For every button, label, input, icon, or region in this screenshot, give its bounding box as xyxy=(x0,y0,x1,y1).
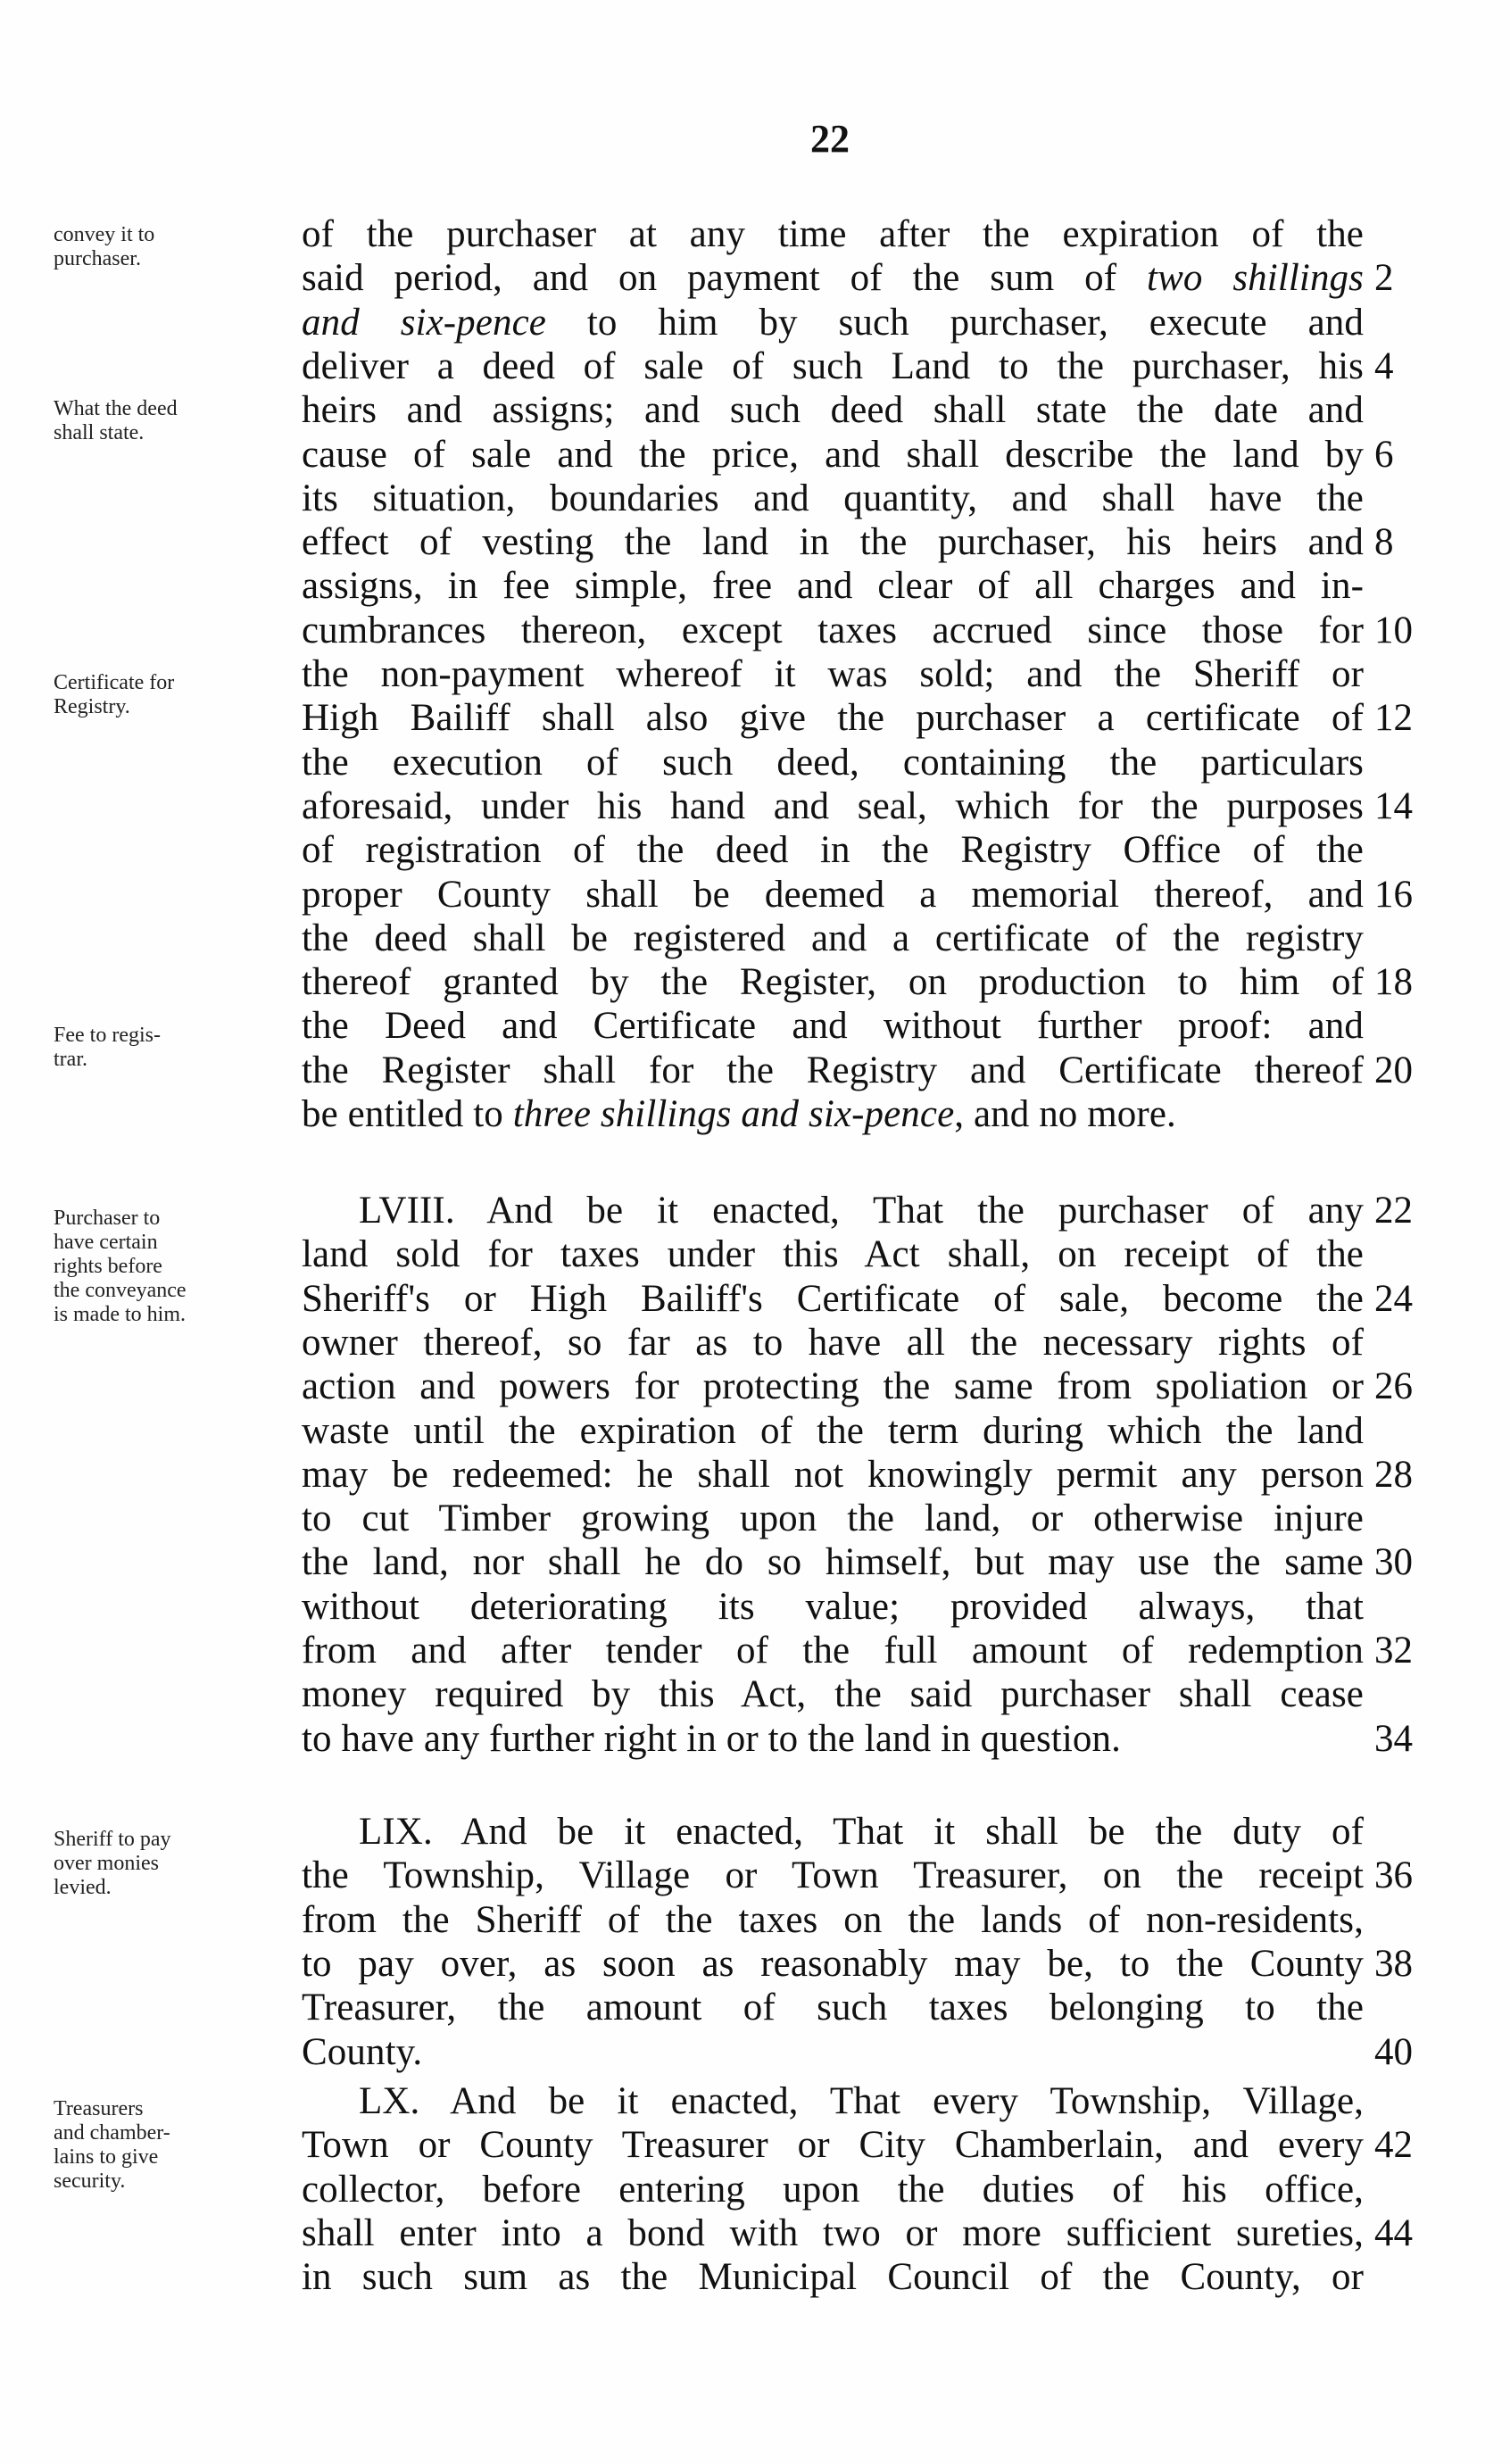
margin-note-line: have certain xyxy=(54,1231,158,1254)
line-text: its situation, boundaries and quantity, and shall have the xyxy=(302,477,1364,519)
line-number: 36 xyxy=(1374,1854,1413,1897)
line-text: heirs and assigns; and such deed shall state the date and xyxy=(302,389,1364,432)
margin-note-line: is made to him. xyxy=(54,1303,186,1326)
text-line xyxy=(302,301,1364,344)
text-line xyxy=(302,1986,1364,2029)
line-text: the Deed and Certificate and without further proof: and xyxy=(302,1005,1364,1048)
text-line xyxy=(302,212,1364,256)
line-text: LIX. And be it enacted, That it shall be the duty of xyxy=(359,1811,1364,1853)
line-text: of registration of the deed in the Registry Office of the xyxy=(302,829,1364,872)
margin-note-certificate xyxy=(54,671,286,719)
text-line xyxy=(302,1409,1364,1453)
text-line xyxy=(302,433,1364,477)
text-line xyxy=(302,2123,1364,2167)
line-number: 2 xyxy=(1374,257,1394,300)
text-line xyxy=(302,2211,1364,2255)
line-number: 20 xyxy=(1374,1049,1413,1091)
line-text: the deed shall be registered and a certificate of the registry xyxy=(302,917,1364,959)
margin-note-line: security. xyxy=(54,2169,126,2193)
line-text: County. xyxy=(302,2030,423,2073)
line-number: 32 xyxy=(1374,1630,1413,1672)
line-text: the execution of such deed, containing the particulars xyxy=(302,741,1364,784)
text-line xyxy=(302,1898,1364,1942)
margin-note-line: purchaser. xyxy=(54,247,141,270)
line-text: from the Sheriff of the taxes on the lands of non-residents, xyxy=(302,1898,1364,1941)
line-text: , and no more. xyxy=(954,1093,1176,1135)
line-number: 44 xyxy=(1374,2211,1413,2254)
text-line xyxy=(302,873,1364,917)
line-number: 14 xyxy=(1374,784,1413,827)
text-line xyxy=(302,564,1364,608)
line-text: to him by such purchaser, execute and xyxy=(545,301,1364,344)
line-text: may be redeemed: he shall not knowingly permit any person xyxy=(302,1453,1364,1496)
text-line xyxy=(302,1497,1364,1540)
line-text: the Register shall for the Registry and Certificate thereof xyxy=(302,1049,1364,1091)
margin-note-line: convey it to xyxy=(54,223,155,246)
text-line xyxy=(302,2030,1364,2074)
line-text: to cut Timber growing upon the land, or otherwise injure xyxy=(302,1497,1364,1540)
margin-note-line: rights before xyxy=(54,1255,162,1278)
line-number: 30 xyxy=(1374,1541,1413,1584)
line-text: to have any further right in or to the land in question. xyxy=(302,1717,1121,1760)
text-line xyxy=(302,1717,1364,1761)
margin-note-line: over monies xyxy=(54,1852,159,1875)
text-line xyxy=(302,1585,1364,1629)
line-number: 26 xyxy=(1374,1365,1413,1408)
text-line xyxy=(302,520,1364,564)
text-line xyxy=(302,1232,1364,1276)
line-text: the non-payment whereof it was sold; and the Sheriff or xyxy=(302,653,1364,695)
line-text: LVIII. And be it enacted, That the purchaser of any xyxy=(359,1190,1364,1232)
text-line xyxy=(302,1049,1364,1092)
line-text: proper County shall be deemed a memorial thereof, and xyxy=(302,873,1364,916)
text-line xyxy=(302,1321,1364,1365)
line-text: shall enter into a bond with two or more sufficient sureties, xyxy=(302,2211,1364,2254)
margin-note-line: lains to give xyxy=(54,2145,159,2169)
line-number: 10 xyxy=(1374,609,1413,651)
text-line xyxy=(302,784,1364,828)
line-text: cumbrances thereon, except taxes accrued since those for xyxy=(302,609,1364,651)
text-line xyxy=(302,1810,1364,1854)
text-line xyxy=(302,2079,1364,2123)
margin-note-line: Purchaser to xyxy=(54,1207,161,1230)
line-text: money required by this Act, the said purchaser shall cease xyxy=(302,1673,1364,1716)
text-line xyxy=(302,1453,1364,1497)
line-text: to pay over, as soon as reasonably may be, to the County xyxy=(302,1942,1364,1985)
text-line xyxy=(302,1189,1364,1232)
line-text: waste until the expiration of the term during which the land xyxy=(302,1409,1364,1452)
margin-note-line: Fee to regis- xyxy=(54,1024,161,1047)
margin-note-line: Sheriff to pay xyxy=(54,1828,171,1851)
margin-note-line: and chamber- xyxy=(54,2121,170,2145)
text-line xyxy=(302,2168,1364,2211)
margin-note-convey xyxy=(54,223,286,271)
margin-note-fee xyxy=(54,1024,286,1072)
line-text: without deteriorating its value; provided always, that xyxy=(302,1585,1364,1628)
text-line xyxy=(302,1942,1364,1986)
italic-text: two shillings xyxy=(1147,257,1364,300)
line-number: 42 xyxy=(1374,2124,1413,2167)
line-number: 6 xyxy=(1374,433,1394,476)
line-text: from and after tender of the full amount of redemption xyxy=(302,1630,1364,1672)
text-line xyxy=(302,609,1364,652)
line-text: Town or County Treasurer or City Chamberlain, and every xyxy=(302,2124,1364,2167)
line-text: said period, and on payment of the sum of xyxy=(302,257,1148,300)
line-number: 18 xyxy=(1374,961,1413,1004)
line-text: collector, before entering upon the duties of his office, xyxy=(302,2168,1364,2211)
text-line xyxy=(302,344,1364,388)
margin-note-line: trar. xyxy=(54,1048,87,1071)
line-text: LX. And be it enacted, That every Township, Village, xyxy=(359,2080,1364,2122)
text-line xyxy=(302,960,1364,1004)
text-line xyxy=(302,1629,1364,1672)
page-number: 22 xyxy=(810,117,850,161)
line-number: 28 xyxy=(1374,1453,1413,1496)
text-line xyxy=(302,1365,1364,1408)
line-text: in such sum as the Municipal Council of the County, or xyxy=(302,2256,1364,2299)
line-number: 16 xyxy=(1374,873,1413,916)
margin-note-line: Certificate for xyxy=(54,671,175,694)
line-number: 8 xyxy=(1374,521,1394,564)
line-number: 12 xyxy=(1374,697,1413,740)
text-line xyxy=(302,477,1364,520)
text-line xyxy=(302,1854,1364,1897)
line-text: land sold for taxes under this Act shall, on receipt of the xyxy=(302,1233,1364,1276)
line-number: 22 xyxy=(1374,1190,1413,1232)
text-line xyxy=(302,1277,1364,1321)
line-text: action and powers for protecting the same from spoliation or xyxy=(302,1365,1364,1408)
line-text: High Bailiff shall also give the purchaser a certificate of xyxy=(302,697,1364,740)
line-number: 40 xyxy=(1374,2030,1413,2073)
margin-note-sheriff-pay xyxy=(54,1828,286,1900)
text-line xyxy=(302,741,1364,784)
margin-note-line: shall state. xyxy=(54,421,145,444)
text-line xyxy=(302,1672,1364,1716)
line-text: the Township, Village or Town Treasurer, on the receipt xyxy=(302,1854,1364,1897)
text-line xyxy=(302,1092,1364,1136)
margin-note-purchaser-rights xyxy=(54,1207,286,1327)
margin-note-treasurers xyxy=(54,2097,286,2194)
line-number: 34 xyxy=(1374,1717,1413,1760)
text-line xyxy=(302,256,1364,300)
line-text: cause of sale and the price, and shall describe the land by xyxy=(302,433,1364,476)
line-text: deliver a deed of sale of such Land to the purchaser, his xyxy=(302,344,1364,387)
text-line xyxy=(302,2255,1364,2299)
text-line xyxy=(302,1004,1364,1048)
line-text: of the purchaser at any time after the expiration of the xyxy=(302,213,1364,255)
line-number: 4 xyxy=(1374,344,1394,387)
margin-note-line: What the deed xyxy=(54,397,178,420)
line-text: thereof granted by the Register, on production to him of xyxy=(302,961,1364,1004)
margin-note-line: Treasurers xyxy=(54,2097,144,2120)
text-line xyxy=(302,696,1364,740)
text-line xyxy=(302,388,1364,432)
text-line xyxy=(302,652,1364,696)
margin-note-line: Registry. xyxy=(54,695,130,718)
line-text: be entitled to xyxy=(302,1093,513,1135)
text-line xyxy=(302,917,1364,960)
margin-note-line: the conveyance xyxy=(54,1279,187,1302)
line-number: 38 xyxy=(1374,1942,1413,1985)
line-text: owner thereof, so far as to have all the necessary rights of xyxy=(302,1321,1364,1364)
line-text: the land, nor shall he do so himself, but may use the same xyxy=(302,1541,1364,1584)
text-line xyxy=(302,1540,1364,1584)
text-line xyxy=(302,828,1364,872)
line-text: assigns, in fee simple, free and clear of all charges and in- xyxy=(302,565,1364,608)
line-number: 24 xyxy=(1374,1277,1413,1320)
margin-note-deed-state xyxy=(54,397,286,445)
italic-text: three shillings and six-pence xyxy=(512,1093,955,1135)
line-text: Treasurer, the amount of such taxes belonging to the xyxy=(302,1987,1364,2029)
italic-text: and six-pence xyxy=(302,301,546,344)
margin-note-line: levied. xyxy=(54,1876,112,1899)
line-text: aforesaid, under his hand and seal, which for the purposes xyxy=(302,784,1364,827)
line-text: effect of vesting the land in the purchaser, his heirs and xyxy=(302,521,1364,564)
line-text: Sheriff's or High Bailiff's Certificate of sale, become the xyxy=(302,1277,1364,1320)
